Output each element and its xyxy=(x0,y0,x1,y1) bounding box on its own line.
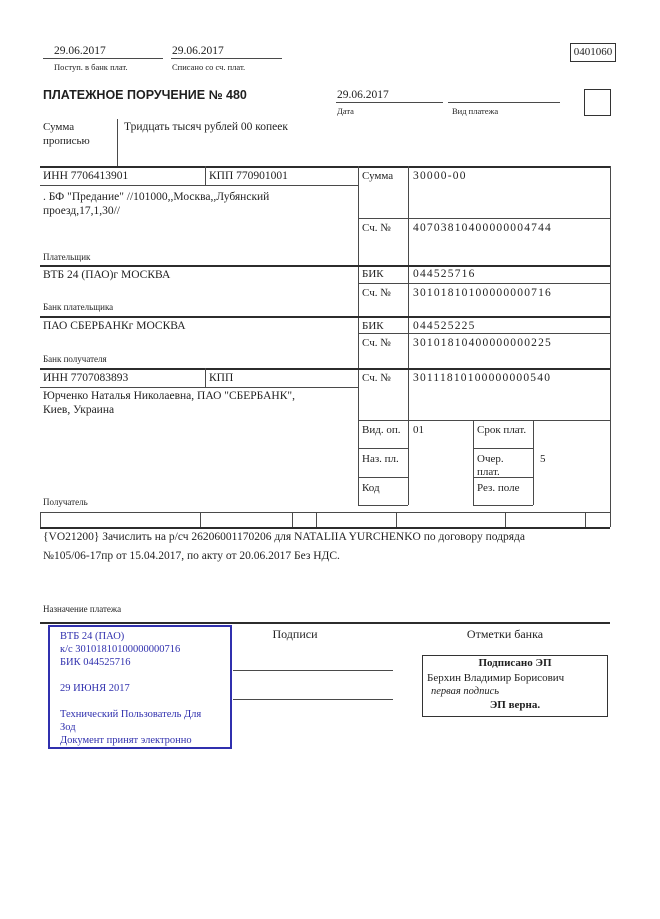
grid-line xyxy=(505,512,506,527)
grid-line xyxy=(40,265,610,267)
grid-line xyxy=(200,512,201,527)
grid-line xyxy=(396,512,397,527)
stamp-accepted-note: Документ принят электронно xyxy=(60,735,192,746)
receiver-name-line1: Юрченко Наталья Николаевна, ПАО "СБЕРБАНК", xyxy=(43,390,295,402)
priority-value: 5 xyxy=(540,453,546,465)
amount-words-divider xyxy=(117,119,118,166)
grid-line xyxy=(358,420,610,421)
receiver-bank-account-label: Сч. № xyxy=(362,337,391,349)
amount-words-label-1: Сумма xyxy=(43,121,75,133)
grid-line xyxy=(358,218,610,219)
grid-line xyxy=(316,512,317,527)
payer-inn: ИНН 7706413901 xyxy=(43,170,129,182)
receiver-bank-name: ПАО СБЕРБАНКг МОСКВА xyxy=(43,320,186,332)
payer-kpp: КПП 770901001 xyxy=(209,170,288,182)
form-code-box: 0401060 xyxy=(570,43,616,62)
date-label: Дата xyxy=(337,106,354,116)
grid-line xyxy=(40,512,610,513)
receiver-account-value: 30111810100000000540 xyxy=(413,372,552,384)
bank-marks-header: Отметки банка xyxy=(466,627,544,641)
receiver-bank-section-label: Банк получателя xyxy=(43,354,107,364)
op-kind-value: 01 xyxy=(413,424,424,436)
grid-line xyxy=(40,527,610,529)
grid-line xyxy=(205,368,206,387)
receiver-account-label: Сч. № xyxy=(362,372,391,384)
payer-bank-account-label: Сч. № xyxy=(362,287,391,299)
reserve-field-label: Рез. поле xyxy=(477,482,520,494)
signed-name: Берхин Владимир Борисович xyxy=(427,672,565,684)
grid-line xyxy=(358,477,408,478)
payer-account-label: Сч. № xyxy=(362,222,391,234)
receiver-bank-bik-label: БИК xyxy=(362,320,384,332)
payer-bank-bik-label: БИК xyxy=(362,268,384,280)
payer-bank-account-value: 30101810100000000716 xyxy=(413,287,552,299)
grid-line xyxy=(610,166,611,527)
receiver-bank-bik-value: 044525225 xyxy=(413,320,476,332)
payer-name-line1: . БФ "Предание" //101000,,Москва,,Лубянский xyxy=(43,191,270,203)
stamp-user-line2: Зод xyxy=(60,722,76,733)
stamp-user-line1: Технический Пользователь Для xyxy=(60,709,202,720)
grid-line xyxy=(358,166,359,505)
code-label: Код xyxy=(362,482,380,494)
grid-line xyxy=(473,448,533,449)
purpose-line2: №105/06-17пр от 15.04.2017, по акту от 20.06.2017 Без НДС. xyxy=(43,550,340,562)
grid-line xyxy=(40,316,610,318)
grid-line xyxy=(40,387,358,388)
grid-line xyxy=(473,505,533,506)
grid-line xyxy=(585,512,586,527)
payer-bank-bik-value: 044525716 xyxy=(413,268,476,280)
signed-title: Подписано ЭП xyxy=(478,657,552,669)
payment-type-box xyxy=(584,89,611,116)
grid-line xyxy=(40,185,358,186)
purpose-line1: {VO21200} Зачислить на р/сч 26206001170206 для NATALIIA YURCHENKO по договору подряда xyxy=(43,531,525,543)
amount-value: 30000-00 xyxy=(413,170,467,182)
received-in-bank-label: Поступ. в банк плат. xyxy=(54,62,128,72)
receiver-section-label: Получатель xyxy=(43,497,88,507)
amount-words-label-2: прописью xyxy=(43,135,90,147)
grid-line xyxy=(40,622,610,624)
grid-line xyxy=(40,166,610,168)
stamp-date: 29 ИЮНЯ 2017 xyxy=(60,683,130,694)
grid-line xyxy=(473,420,474,505)
signed-verified: ЭП верна. xyxy=(489,699,541,711)
grid-line xyxy=(205,166,206,185)
receiver-kpp-label: КПП xyxy=(209,372,234,384)
grid-line xyxy=(533,420,534,505)
signed-subtitle: первая подпись xyxy=(431,686,500,697)
received-underline xyxy=(43,58,163,59)
grid-line xyxy=(40,512,41,527)
grid-line xyxy=(408,166,409,505)
debited-date: 29.06.2017 xyxy=(172,45,224,57)
purpose-section-label: Назначение платежа xyxy=(43,604,122,614)
signature-line-1 xyxy=(233,670,393,671)
doc-title: ПЛАТЕЖНОЕ ПОРУЧЕНИЕ № 480 xyxy=(43,88,247,102)
op-kind-label: Вид. оп. xyxy=(362,424,401,436)
payer-name-line2: проезд,17,1,30// xyxy=(43,205,120,217)
receiver-inn: ИНН 7707083893 xyxy=(43,372,129,384)
payer-bank-section-label: Банк плательщика xyxy=(43,302,114,312)
purpose-code-label: Наз. пл. xyxy=(362,453,399,465)
amount-label: Сумма xyxy=(362,170,394,182)
grid-line xyxy=(358,283,610,284)
signatures-header: Подписи xyxy=(272,627,318,641)
grid-line xyxy=(358,505,408,506)
amount-words-value: Тридцать тысяч рублей 00 копеек xyxy=(124,121,288,133)
receiver-name-line2: Киев, Украина xyxy=(43,404,115,416)
payment-type-label: Вид платежа xyxy=(452,106,499,116)
grid-line xyxy=(292,512,293,527)
grid-line xyxy=(358,448,408,449)
date-underline xyxy=(336,102,443,103)
stamp-bik: БИК 044525716 xyxy=(60,657,131,668)
grid-line xyxy=(358,333,610,334)
priority-label: Очер. плат. xyxy=(477,453,504,478)
debited-label: Списано со сч. плат. xyxy=(172,62,246,72)
payment-type-underline xyxy=(448,102,560,103)
doc-date: 29.06.2017 xyxy=(337,89,389,101)
debited-underline xyxy=(171,58,282,59)
payer-account-value: 40703810400000004744 xyxy=(413,222,552,234)
received-in-bank-date: 29.06.2017 xyxy=(54,45,106,57)
payer-section-label: Плательщик xyxy=(43,252,91,262)
payer-bank-name: ВТБ 24 (ПАО)г МОСКВА xyxy=(43,269,171,281)
grid-line xyxy=(40,368,610,370)
due-date-label: Срок плат. xyxy=(477,424,527,436)
signature-line-2 xyxy=(233,699,393,700)
stamp-bank-name: ВТБ 24 (ПАО) xyxy=(60,631,125,642)
receiver-bank-account-value: 30101810400000000225 xyxy=(413,337,552,349)
stamp-corr-account: к/с 30101810100000000716 xyxy=(60,644,181,655)
